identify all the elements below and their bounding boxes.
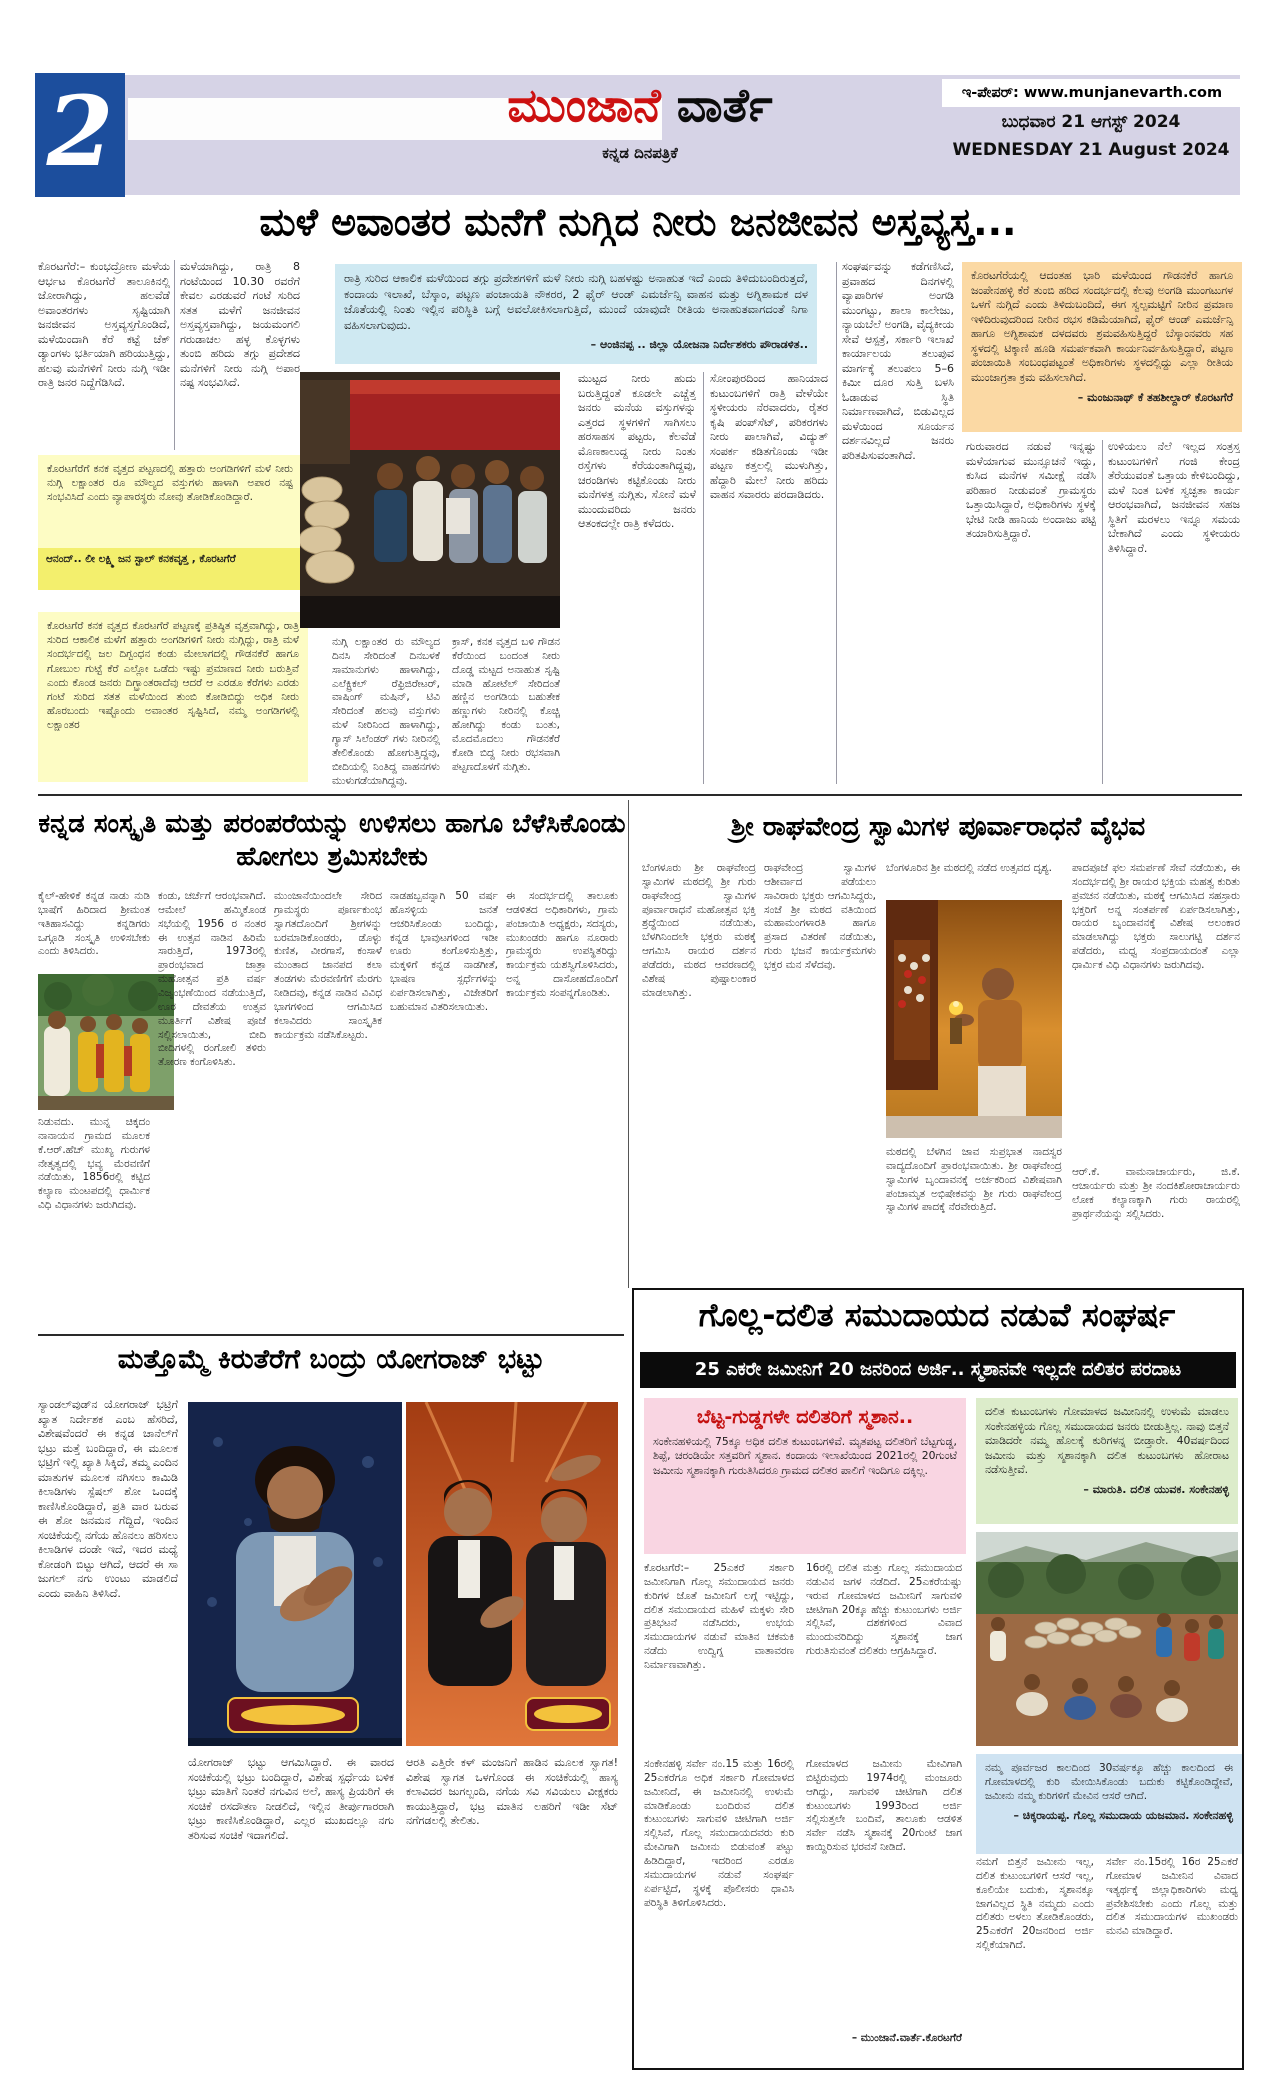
raghavendra-under-left: ಮಠದಲ್ಲಿ ಬೆಳಗಿನ ಜಾವ ಸುಪ್ರಭಾತ ನಾದಸ್ವರ ವಾದ್ಯದೊಂದಿಗೆ ಪ್ರಾರಂಭವಾಯಿತು. ಶ್ರೀ ರಾಘವೇಂದ್ರ ಸ್ವಾಮಿಗಳ ಬೃಂದಾವನಕ್ಕೆ ಅರ್ಚಕರಿಂದ ವಿಶೇಷವಾಗಿ ಪಂಚಾಮೃತ ಅಭಿಷೇಕವನ್ನು ಶ್ರೀ ಗುರು ರಾಘವೇಂದ್ರ ಸ್ವಾಮಿಗಳ ಪಾದಕ್ಕೆ ನೆರವೇರುತ್ತಿದೆ. (886, 1146, 1062, 1214)
lead-col-7: ಉಳಿಯಲು ನೆಲೆ ಇಲ್ಲದ ಸಂತ್ರಸ್ತ ಕುಟುಂಬಗಳಿಗೆ ಗಂಜಿ ಕೇಂದ್ರ ತೆರೆಯುವಂತೆ ಒತ್ತಾಯ ಕೇಳಿಬಂದಿದ್ದು, ಮಳೆ ನಿಂತ ಬಳಿಕ ಸ್ವಚ್ಛತಾ ಕಾರ್ಯ ಆರಂಭವಾಗಿದೆ, ಜನಜೀವನ ಸಹಜ ಸ್ಥಿತಿಗೆ ಮರಳಲು ಇನ್ನೂ ಸಮಯ ಬೇಕಾಗಿದೆ ಎಂದು ಸ್ಥಳೀಯರು ತಿಳಿಸಿದ್ದಾರೆ. (1108, 440, 1240, 555)
lead-col-2: ಮಳೆಯಾಗಿದ್ದು, ರಾತ್ರಿ 8 ಗಂಟೆಯಿಂದ 10.30 ರವರೆಗೆ ಕೇವಲ ಎರಡುವರೆ ಗಂಟೆ ಸುರಿದ ಸತತ ಮಳೆಗೆ ಜನಜೀವನ ಅಸ್ತವ್ಯಸ್ತವಾಗಿದ್ದು, ಜಯಮಂಗಲಿ ಗರುಡಾಚಲ ಹಳ್ಳ ಕೊಳ್ಳಗಳು ತುಂಬಿ ಹರಿದು ತಗ್ಗು ಪ್ರದೇಶದ ಮನೆಗಳಿಗೆ ನೀರು ನುಗ್ಗಿ ಅಪಾರ ನಷ್ಟ ಸಂಭವಿಸಿದೆ. (180, 260, 300, 390)
yogaraj-col-1: ಸ್ಯಾಂಡಲ್‌ವುಡ್‌ನ ಯೋಗರಾಜ್ ಭಟ್ರಿಗೆ ಖ್ಯಾತ ನಿರ್ದೇಶಕ ಎಂಬ ಹೆಸರಿದೆ, ವಿಶೇಷವೆಂದರೆ ಈ ಕನ್ನಡ ಚಾನೆಲ್‌ಗೆ ಭಟ್ರು ಮತ್ತೆ ಬಂದಿದ್ದಾರೆ, ಈ ಮೂಲಕ ಭಟ್ರಿಗೆ ಇಲ್ಲಿ ಖ್ಯಾತಿ ಸಿಕ್ಕಿದೆ, ತಮ್ಮ ಎಂದಿನ ಮಾತುಗಳ ಮೂಲಕ ನಗಿಸಲು ಕಾಮಿಡಿ ಕಿಲಾಡಿಗಳು ಸ್ಪೆಷಲ್ ಶೋ ಒಂದಕ್ಕೆ ಕಾಣಿಸಿಕೊಂಡಿದ್ದಾರೆ, ಪ್ರತಿ ವಾರ ಬರುವ ಈ ಶೋ ಜನಮನ ಗೆದ್ದಿದೆ, ಇಂದಿನ ಸಂಚಿಕೆಯಲ್ಲಿ ನಗೆಯ ಹೊನಲು ಹರಿಸಲು ಕಿಲಾಡಿಗಳ ದಂಡೇ ಇದೆ, ಇದರ ಮಧ್ಯೆ ಕೋಡಂಗಿ ಬಿಟ್ಟು ಆಗಿದೆ, ಆದರೆ ಈ ಸಾ ಜುಗಲ್ ನಗು ಉಂಟು ಮಾಡಲಿದೆ ಎಂದು ವಾಹಿನಿ ತಿಳಿಸಿದೆ. (38, 1398, 178, 1600)
lead-col-1: ಕೊರಟಗೆರೆ:– ಕುಂಭದ್ರೋಣ ಮಳೆಯ ಆರ್ಭಟ ಕೊರಟಗೆರೆ ತಾಲೂಕಿನಲ್ಲಿ ಜೋರಾಗಿದ್ದು, ಹಲವೆಡೆ ಅವಾಂತರಗಳು ಸೃಷ್ಟಿಯಾಗಿ ಜನಜೀವನ ಅಸ್ತವ್ಯಸ್ತಗೊಂಡಿದೆ, ಮಳೆಯಿಂದಾಗಿ ಕೆರೆ ಕಟ್ಟೆ ಚೆಕ್ ಡ್ಯಾಂಗಳು ಭರ್ತಿಯಾಗಿ ಹರಿಯುತ್ತಿದ್ದು, ಹಲವು ಮನೆಗಳಿಗೆ ನೀರು ನುಗ್ಗಿ ಇಡೀ ರಾತ್ರಿ ಜನರ ನಿದ್ದೆಗೆಡಿಸಿದೆ. (38, 260, 170, 390)
section-divider (38, 794, 1242, 796)
lead-orange-quote-sig: – ಮಂಜುನಾಥ್ ಕೆ ತಹಶೀಲ್ದಾರ್ ಕೊರಟಗೆರೆ (1077, 390, 1233, 404)
column-rule (703, 372, 704, 784)
tv-still-photo-left (188, 1402, 402, 1746)
lead-headline: ಮಳೆ ಅವಾಂತರ ಮನೆಗೆ ನುಗ್ಗಿದ ನೀರು ಜನಜೀವನ ಅಸ್ತವ್ಯಸ್ತ... (259, 200, 1017, 244)
golla-col-d: ಗೋಮಾಳದ ಜಮೀನು ಮೇವಿಗಾಗಿ ಬಿಟ್ಟಿರುವುದು 1974ರಲ್ಲಿ ಮಂಜೂರು ಆಗಿದ್ದು, ಸಾಗುವಳಿ ಚೀಟಿಗಾಗಿ ದಲಿತ ಕುಟುಂಬಗಳು 1993ರಿಂದ ಅರ್ಜಿ ಸಲ್ಲಿಸುತ್ತಲೇ ಬಂದಿವೆ, ತಾಲೂಕು ಆಡಳಿತ ಸರ್ವೇ ನಡೆಸಿ ಸ್ಮಶಾನಕ್ಕೆ 20ಗುಂಟೆ ಜಾಗ ಕಾಯ್ದಿರಿಸುವ ಭರವಸೆ ನೀಡಿದೆ. (806, 1758, 962, 1854)
culture-col-3: ಮುಂಜಾನೆಯಿಂದಲೇ ಸೇರಿದ ಗ್ರಾಮಸ್ಥರು ಪೂರ್ಣಕುಂಭ ಸ್ವಾಗತದೊಂದಿಗೆ ಶ್ರೀಗಳನ್ನು ಬರಮಾಡಿಕೊಂಡರು, ಡೊಳ್ಳು ಕುಣಿತ, ವೀರಗಾಸೆ, ಕಂಸಾಳೆ ಮುಂತಾದ ಜಾನಪದ ಕಲಾ ತಂಡಗಳು ಮೆರವಣಿಗೆಗೆ ಮೆರಗು ನೀಡಿದವು, ಕನ್ನಡ ನಾಡಿನ ವಿವಿಧ ಭಾಗಗಳಿಂದ ಆಗಮಿಸಿದ ಕಲಾವಿದರು ಸಾಂಸ್ಕೃತಿಕ ಕಾರ್ಯಕ್ರಮ ನಡೆಸಿಕೊಟ್ಟರು. (274, 890, 382, 1041)
epaper-url[interactable]: ಇ-ಪೇಪರ್: www.munjanevarth.com (942, 79, 1242, 107)
golla-col-a: ಕೊರಟಗೆರೆ:– 25ಎಕರೆ ಸರ್ಕಾರಿ ಜಮೀನಿಗಾಗಿ ಗೊಲ್ಲ ಸಮುದಾಯದ ಜನರು ಕುರಿಗಳ ಜೊತೆ ಜಮೀನಿಗೆ ಲಗ್ಗೆ ಇಟ್ಟಿದ್ದು, ದಲಿತ ಸಮುದಾಯದ ಮಹಿಳೆ ಮಕ್ಕಳು ಸೇರಿ ಪ್ರತಿಭಟನೆ ನಡೆಸಿದರು, ಉಭಯ ಸಮುದಾಯಗಳ ನಡುವೆ ಮಾತಿನ ಚಕಮಕಿ ನಡೆದು ಉದ್ವಿಗ್ನ ವಾತಾವರಣ ನಿರ್ಮಾಣವಾಗಿತ್ತು. (644, 1562, 794, 1672)
yogaraj-col-a: ಯೋಗರಾಜ್ ಭಟ್ಟು ಆಗಮಿಸಿದ್ದಾರೆ. ಈ ವಾರದ ಸಂಚಿಕೆಯಲ್ಲಿ ಭಟ್ರು ಬಂದಿದ್ದಾರೆ, ವಿಶೇಷ ಸ್ಪರ್ಧೆಯ ಬಳಿಕ ಭಟ್ರು ಮಾತಿಗೆ ನಿಂತರೆ ನಗುವಿನ ಅಲೆ, ಹಾಸ್ಯ ಪ್ರಿಯರಿಗೆ ಈ ಸಂಚಿಕೆ ರಸದೌತಣ ನೀಡಲಿದೆ, ಇಲ್ಲಿನ ತೀರ್ಪುಗಾರರಾಗಿ ಭಟ್ರು ಕಾಣಿಸಿಕೊಂಡಿದ್ದಾರೆ, ಎಲ್ಲರ ಮುಖದಲ್ಲೂ ನಗು ತರಿಸುವ ಸಂಚಿಕೆ ಇದಾಗಲಿದೆ. (188, 1756, 394, 1842)
flood-photo-graphic (300, 372, 560, 628)
procession-photo-graphic (38, 974, 174, 1110)
masthead-word-red: ಮುಂಜಾನೆ (507, 78, 661, 132)
date-english: WEDNESDAY 21 August 2024 (952, 140, 1230, 160)
tv-still-right-graphic (406, 1402, 618, 1746)
field-protest-photo (976, 1532, 1238, 1746)
culture-col-4: ನಾಡಹಬ್ಬವನ್ನಾಗಿ 50 ವರ್ಷ ಹೊಸಳ್ಳಿಯ ಜನತೆ ಆಚರಿಸಿಕೊಂಡು ಬಂದಿದ್ದು, ಕನ್ನಡ ಭಾವುಟಗಳಿಂದ ಇಡೀ ಊರು ಕಂಗೊಳಿಸುತ್ತಿತ್ತು, ಮಕ್ಕಳಿಗೆ ಕನ್ನಡ ನಾಡಗೀತೆ, ಭಾಷಣ ಸ್ಪರ್ಧೆಗಳನ್ನು ಏರ್ಪಡಿಸಲಾಗಿತ್ತು, ವಿಜೇತರಿಗೆ ಬಹುಮಾನ ವಿತರಿಸಲಾಯಿತು. (390, 890, 498, 1013)
golla-pink-box (644, 1398, 966, 1554)
raghavendra-col-2: ರಾಘವೇಂದ್ರ ಸ್ವಾಮಿಗಳ ಆಶೀರ್ವಾದ ಪಡೆಯಲು ಸಾವಿರಾರು ಭಕ್ತರು ಆಗಮಿಸಿದ್ದರು, ಸಂಜೆ ಶ್ರೀ ಮಠದ ವತಿಯಿಂದ ಮಹಾಮಂಗಳಾರತಿ ಹಾಗೂ ಪ್ರಸಾದ ವಿತರಣೆ ನಡೆಯಿತು, ಗುರು ಭಜನೆ ಕಾರ್ಯಕ್ರಮಗಳು ಭಕ್ತರ ಮನ ಸೆಳೆದವು. (764, 862, 876, 972)
culture-col-2: ಕಂಡು, ಚರ್ಚೆಗೆ ಆರಂಭವಾಗಿದೆ. ಆಮೇಲೆ ಹಮ್ಮಿಕೊಂಡ ಸಭೆಯಲ್ಲಿ 1956 ರ ನಂತರ ಈ ಉತ್ಸವ ನಾಡಿನ ಹಿರಿಮೆ ಸಾರುತ್ತಿದೆ, 1973ರಲ್ಲಿ ಪ್ರಾರಂಭವಾದ ಜಾತ್ರಾ ಮಹೋತ್ಸವ ಪ್ರತಿ ವರ್ಷ ವಿಜೃಂಭಣೆಯಿಂದ ನಡೆಯುತ್ತಿದೆ, ಊರ ದೇವತೆಯ ಉತ್ಸವ ಮೂರ್ತಿಗೆ ವಿಶೇಷ ಪೂಜೆ ಸಲ್ಲಿಸಲಾಯಿತು, ಬೀದಿ ಬೀದಿಗಳಲ್ಲಿ ರಂಗೋಲಿ ತಳಿರು ತೋರಣ ಕಂಗೊಳಿಸಿತು. (158, 890, 266, 1069)
lead-yellow-attribution: ಆನಂದ್.. ಲೀ ಲಕ್ಷ್ಮಿ ಜನ ಸ್ಟಾಲ್ ಕನಕವೃತ್ತ , ಕೊರಟಗೆರೆ (38, 548, 300, 590)
culture-headline: ಕನ್ನಡ ಸಂಸ್ಕೃತಿ ಮತ್ತು ಪರಂಪರೆಯನ್ನು ಉಳಿಸಲು ಹಾಗೂ ಬೆಳೆಸಿಕೊಂಡು ಹೋಗಲು ಶ್ರಮಿಸಬೇಕು (38, 809, 626, 872)
yogaraj-col-b: ಆರತಿ ಎತ್ತಿರೇ ಕಳ್ ಮಂಜನಿಗೆ ಹಾಡಿನ ಮೂಲಕ ಸ್ವಾಗತ! ವಿಶೇಷ ಸ್ವಾಗತ ಒಳಗೊಂಡ ಈ ಸಂಚಿಕೆಯಲ್ಲಿ ಹಾಸ್ಯ ಕಲಾವಿದರ ಜುಗಲ್ಬಂದಿ, ನಗೆಯ ಸವಿ ಸವಿಯಲು ವೀಕ್ಷಕರು ಕಾಯುತ್ತಿದ್ದಾರೆ, ಭಟ್ರ ಮಾತಿನ ಲಹರಿಗೆ ಇಡೀ ಸೆಟ್ ನಗೆಗಡಲಲ್ಲಿ ತೇಲಿತು. (406, 1756, 618, 1828)
lead-blue-quote-sig: – ಆಂಜಿನಪ್ಪ .. ಜಿಲ್ಲಾ ಯೋಜನಾ ನಿರ್ದೇಶಕರು ಪೌರಾಡಳಿತ.. (590, 338, 808, 352)
raghavendra-photo-intro: ಬೆಂಗಳೂರಿನ ಶ್ರೀ ಮಠದಲ್ಲಿ ನಡೆದ ಉತ್ಸವದ ದೃಶ್ಯ. (886, 862, 1052, 874)
golla-green-text: ದಲಿತ ಕುಟುಂಬಗಳು ಗೋಮಾಳದ ಜಮೀನಿನಲ್ಲಿ ಉಳುಮೆ ಮಾಡಲು ಸಂಕೇನಹಳ್ಳಿಯ ಗೊಲ್ಲ ಸಮುದಾಯದ ಜನರು ಬೀಡುತ್ತಿಲ್ಲ. ನಾವು ಬಿತ್ತನೆ ಮಾಡಿದರೇ ನಮ್ಮ ಹೊಲಕ್ಕೆ ಕುರಿಗಳನ್ನ ಬೀಡ್ತಾರೇ. 40ವರ್ಷದಿಂದ ಜಮೀನು ಮತ್ತು ಸ್ಮಶಾನಕ್ಕಾಗಿ ದಲಿತ ಕುಟುಂಬಗಳು ಹೋರಾಟ ನಡೆಸುತ್ತೀವೆ. (985, 1405, 1229, 1477)
golla-col-r1: ನಮಗೆ ಬಿತ್ತನೆ ಜಮೀನು ಇಲ್ಲ, ದಲಿತ ಕುಟುಂಬಗಳಿಗೆ ಆಸರೆ ಇಲ್ಲ, ಕೂಲಿಯೇ ಬದುಕು, ಸ್ಮಶಾನಕ್ಕೂ ಜಾಗವಿಲ್ಲದ ಸ್ಥಿತಿ ನಮ್ಮದು ಎಂದು ದಲಿತರು ಅಳಲು ತೋಡಿಕೊಂಡರು, 25ಎಕರೆಗೆ 20ಜನರಿಂದ ಅರ್ಜಿ ಸಲ್ಲಿಕೆಯಾಗಿದೆ. (976, 1856, 1094, 1952)
yogaraj-headline: ಮತ್ತೊಮ್ಮೆ ಕಿರುತೆರೆಗೆ ಬಂದ್ರು ಯೋಗರಾಜ್ ಭಟ್ಟು (117, 1344, 545, 1375)
lead-col-4: ಸೋಂಪುರದಿಂದ ಹಾನಿಯಾದ ಕುಟುಂಬಗಳಿಗೆ ರಾತ್ರಿ ವೇಳೆಯೇ ಸ್ಥಳೀಯರು ನೆರವಾದರು, ರೈತರ ಕೃಷಿ ಪಂಪ್‌ಸೆಟ್, ಪರಿಕರಗಳು ನೀರು ಪಾಲಾಗಿವೆ, ವಿದ್ಯುತ್ ಸಂಪರ್ಕ ಕಡಿತಗೊಂಡು ಇಡೀ ಪಟ್ಟಣ ಕತ್ತಲಲ್ಲಿ ಮುಳುಗಿತ್ತು, ಹೆದ್ದಾರಿ ಮೇಲೆ ನೀರು ಹರಿದು ವಾಹನ ಸವಾರರು ಪರದಾಡಿದರು. (710, 372, 828, 502)
golla-pink-text: ಸಂಕೇನಹಳಿಯಲ್ಲಿ 75ಕ್ಕೂ ಅಧಿಕ ದಲಿತ ಕುಟುಂಬಗಳಿವೆ. ಮೃತಪಟ್ಟ ದಲಿತರಿಗೆ ಬೆಟ್ಟಗುಡ್ಡ, ಶಿಪ್ಪೆ, ಚರಂಡಿಯೇ ಸತ್ತವರಿಗೆ ಸ್ಮಶಾನ. ಕಂದಾಯ ಇಲಾಖೆಯಿಂದ 2021ರಲ್ಲಿ 20ಗುಂಟೆ ಜಮೀನು ಸ್ಮಶಾನಕ್ಕಾಗಿ ಗುರುತಿಸಿದರೂ ಗ್ರಾಮದ ದಲಿತರ ಪಾಲಿಗೆ ಇಂದಿಗೂ ದಕ್ಕಿಲ್ಲ. (653, 1434, 957, 1477)
field-photo-graphic (976, 1532, 1238, 1746)
raghavendra-under-right: ಆರ್.ಕೆ. ವಾಮನಾಚಾರ್ಯರು, ಜಿ.ಕೆ. ಆಚಾರ್ಯರು ಮತ್ತು ಶ್ರೀ ನಂದಕಿಶೋರಾಚಾರ್ಯರು ಲೋಕ ಕಲ್ಯಾಣಕ್ಕಾಗಿ ಗುರು ರಾಯರಲ್ಲಿ ಪ್ರಾರ್ಥನೆಯನ್ನು ಸಲ್ಲಿಸಿದರು. (1072, 1166, 1240, 1220)
section-divider (38, 1334, 624, 1336)
culture-col-5: ಈ ಸಂದರ್ಭದಲ್ಲಿ ತಾಲೂಕು ಆಡಳಿತದ ಅಧಿಕಾರಿಗಳು, ಗ್ರಾಮ ಪಂಚಾಯಿತಿ ಅಧ್ಯಕ್ಷರು, ಸದಸ್ಯರು, ಮುಖಂಡರು ಹಾಗೂ ನೂರಾರು ಗ್ರಾಮಸ್ಥರು ಉಪಸ್ಥಿತರಿದ್ದು ಕಾರ್ಯಕ್ರಮ ಯಶಸ್ವಿಗೊಳಿಸಿದರು, ಅನ್ನ ದಾಸೋಹದೊಂದಿಗೆ ಕಾರ್ಯಕ್ರಮ ಸಂಪನ್ನಗೊಂಡಿತು. (506, 890, 618, 1000)
lead-orange-quote-box (962, 262, 1242, 432)
masthead-subtitle: ಕನ್ನಡ ದಿನಪತ್ರಿಕೆ (602, 144, 678, 162)
golla-subhead-bar: 25 ಎಕರೇ ಜಮೀನಿಗೆ 20 ಜನರಿಂದ ಅರ್ಜಿ.. ಸ್ಮಶಾನವೇ ಇಲ್ಲದೇ ದಲಿತರ ಪರದಾಟ (640, 1352, 1236, 1388)
article-divider-rule (628, 800, 629, 1288)
raghavendra-col-1: ಬೆಂಗಳೂರು ಶ್ರೀ ರಾಘವೇಂದ್ರ ಸ್ವಾಮಿಗಳ ಮಠದಲ್ಲಿ ಶ್ರೀ ಗುರು ರಾಘವೇಂದ್ರ ಸ್ವಾಮಿಗಳ ಪೂರ್ವಾರಾಧನೆ ಮಹೋತ್ಸವ ಭಕ್ತಿ ಶ್ರದ್ಧೆಯಿಂದ ನಡೆಯಿತು, ಬೆಳಗಿನಿಂದಲೇ ಭಕ್ತರು ಮಠಕ್ಕೆ ಆಗಮಿಸಿ ರಾಯರ ದರ್ಶನ ಪಡೆದರು, ಮಠದ ಆವರಣದಲ್ಲಿ ವಿಶೇಷ ಪುಷ್ಪಾಲಂಕಾರ ಮಾಡಲಾಗಿತ್ತು. (642, 862, 756, 999)
lead-yellow-note: ಕೊರಟಗೆರೆಗೆ ಕನಕ ವೃತ್ತದ ಪಟ್ಟಣದಲ್ಲಿ ಹತ್ತಾರು ಅಂಗಡಿಗಳಿಗೆ ಮಳೆ ನೀರು ನುಗ್ಗಿ ಲಕ್ಷಾಂತರ ರೂ ಮೌಲ್ಯದ ವಸ್ತುಗಳು ಹಾಳಾಗಿ ಅಪಾರ ನಷ್ಟ ಸಂಭವಿಸಿದೆ ಎಂದು ವ್ಯಾಪಾರಸ್ಥರು ನೋವು ತೋಡಿಕೊಂಡಿದ್ದಾರೆ. (38, 455, 302, 549)
masthead-word-black: ವಾರ್ತೆ (660, 78, 773, 132)
lead-under-photo-col-1: ನುಗ್ಗಿ ಲಕ್ಷಾಂತರ ರು ಮೌಲ್ಯದ ದಿನಸಿ ಸೇರಿದಂತೆ ದಿನಬಳಕೆ ಸಾಮಾನುಗಳು ಹಾಳಾಗಿದ್ದು, ಎಲೆಕ್ಟ್ರಿಕಲ್ ರೆಫ್ರಿಜಿರೇಟರ್, ವಾಷಿಂಗ್ ಮಷಿನ್, ಟಿವಿ ಸೇರಿದಂತೆ ಹಲವು ವಸ್ತುಗಳು ಮಳೆ ನೀರಿನಿಂದ ಹಾಳಾಗಿದ್ದು, ಗ್ಯಾಸ್ ಸಿಲೆಂಡರ್ ಗಳು ನೀರಿನಲ್ಲಿ ತೇಲಿಕೊಂಡು ಹೋಗುತ್ತಿದ್ದವು, ಬೀದಿಯಲ್ಲಿ ನಿಂತಿದ್ದ ವಾಹನಗಳು ಮುಳುಗಡೆಯಾಗಿದ್ದವು. (332, 636, 440, 787)
raghavendra-headline: ಶ್ರೀ ರಾಘವೇಂದ್ರ ಸ್ವಾಮಿಗಳ ಪೂರ್ವಾರಾಧನೆ ವೈಭವ (730, 812, 1146, 842)
golla-blue-box (976, 1754, 1242, 1854)
page-number: 2 (35, 73, 125, 197)
masthead (398, 80, 882, 131)
lead-orange-quote-text: ಕೊರಟಗೆರೆಯಲ್ಲಿ ಆದಂತಹ ಭಾರಿ ಮಳೆಯಿಂದ ಗೌಡನಕೆರೆ ಹಾಗೂ ಜಂಪೇನಹಳ್ಳಿ ಕೆರೆ ತುಂಬಿ ಹರಿದ ಸಂದರ್ಭದಲ್ಲಿ ಕೆಲವು ಅಂಗಡಿ ಮುಂಗಟುಗಳ ಒಳಗೆ ನುಗ್ಗಿದೆ ಎಂದು ತಿಳಿದುಬಂದಿದೆ, ಈಗ ಸ್ವಲ್ಪಮಟ್ಟಿಗೆ ನೀರಿನ ಪ್ರಮಾಣ ಇಳಿದಿರುವುದರಿಂದ ನೀರಿನ ರಭಸ ಕಡಿಮೆಯಾಗಿದೆ, ಫೈರ್ ಆಂಡ್ ಎಮರ್ಜೆನ್ಸಿ ಹಾಗೂ ಅಗ್ನಿಶಾಮಕ ದಳದವರು ಶ್ರಮವಹಿಸುತ್ತಿದ್ದರೆ ಬೆಸ್ಕಾಂನವರು ಸಹ ಸ್ಥಳದಲ್ಲಿ ಟಿಕ್ಕಾಣಿ ಹೂಡಿ ಸಮರ್ಪಕವಾಗಿ ಕಾರ್ಯನಿರ್ವಹಿಸುತ್ತಿದ್ದಾರೆ, ಪಟ್ಟಣ ಪಂಚಾಯಿತಿ ಸಂಬಂಧಪಟ್ಟಂತೆ ಅಧಿಕಾರಿಗಳು ಸ್ಥಳದಲ್ಲಿದ್ದು ಎಲ್ಲಾ ರೀತಿಯ ಮುಂಜಾಗ್ರತಾ ಕ್ರಮ ವಹಿಸಲಾಗಿದೆ. (971, 269, 1233, 384)
lead-col-3: ಮುಟ್ಟದ ನೀರು ಹುದು ಬರುತ್ತಿದ್ದಂತೆ ಕೂಡಲೇ ಎಚ್ಚೆತ್ತ ಜನರು ಮನೆಯ ವಸ್ತುಗಳನ್ನು ಎತ್ತರದ ಸ್ಥಳಗಳಿಗೆ ಸಾಗಿಸಲು ಹರಸಾಹಸ ಪಟ್ಟರು, ಕೆಲವೆಡೆ ಮೊಣಕಾಲುದ್ದ ನೀರು ನಿಂತು ರಸ್ತೆಗಳು ಕೆರೆಯಂತಾಗಿದ್ದವು, ಚರಂಡಿಗಳು ಕಟ್ಟಿಕೊಂಡು ನೀರು ಮನೆಗಳತ್ತ ನುಗ್ಗಿತು, ಸೋನೆ ಮಳೆ ಮುಂದುವರಿದು ಜನರು ಆತಂಕದಲ್ಲೇ ರಾತ್ರಿ ಕಳೆದರು. (578, 372, 696, 531)
golla-blue-sig: – ಚಿಕ್ಕರಾಯಪ್ಪ. ಗೊಲ್ಲ ಸಮುದಾಯ ಯಜಮಾನ. ಸಂಕೇನಹಳ್ಳಿ (1013, 1808, 1233, 1822)
golla-col-b: 16ರಲ್ಲಿ ದಲಿತ ಮತ್ತು ಗೊಲ್ಲ ಸಮುದಾಯದ ನಡುವಿನ ಜಗಳ ನಡೆದಿದೆ. 25ಎಕರೆಯಷ್ಟು ಇರುವ ಗೋಮಾಳದ ಜಮೀನಿಗೆ ಸಾಗುವಳಿ ಚೀಟಿಗಾಗಿ 20ಕ್ಕೂ ಹೆಚ್ಚು ಕುಟುಂಬಗಳು ಅರ್ಜಿ ಸಲ್ಲಿಸಿವೆ, ದಶಕಗಳಿಂದ ವಿವಾದ ಮುಂದುವರಿದಿದ್ದು ಸ್ಮಶಾನಕ್ಕೆ ಜಾಗ ಗುರುತಿಸುವಂತೆ ದಲಿತರು ಆಗ್ರಹಿಸಿದ್ದಾರೆ. (806, 1562, 962, 1658)
tv-still-left-graphic (188, 1402, 402, 1746)
column-rule (1102, 440, 1103, 784)
tv-still-photo-right (406, 1402, 618, 1746)
culture-col-1-bottom: ನಿಡುವದು. ಮುನ್ನ ಚಿಕ್ಕದಂ ನಾನಾಯನ ಗ್ರಾಮದ ಮೂಲಕ ಕೆ.ಆರ್.ಹೆಚ್ ಮುಖ್ಯ ಗುರುಗಳ ನೇತೃತ್ವದಲ್ಲಿ ಭವ್ಯ ಮೆರವಣಿಗೆ ನಡೆಯಿತು, 1856ರಲ್ಲಿ ಕಟ್ಟಿದ ಕಲ್ಯಾಣ ಮಂಟಪದಲ್ಲಿ ಧಾರ್ಮಿಕ ವಿಧಿ ವಿಧಾನಗಳು ಜರುಗಿದವು. (38, 1116, 150, 1212)
date-kannada: ಬುಧವಾರ 21 ಆಗಸ್ಟ್ 2024 (1001, 112, 1181, 132)
lead-col-5: ಸಂಘರ್ಷವನ್ನು ಕಡೆಗಣಿಸಿದೆ, ಪ್ರವಾಹದ ದಿನಗಳಲ್ಲಿ ವ್ಯಾಪಾರಿಗಳ ಅಂಗಡಿ ಮುಂಗಟ್ಟು, ಶಾಲಾ ಕಾಲೇಜು, ನ್ಯಾಯಬೆಲೆ ಅಂಗಡಿ, ವೈದ್ಯಕೀಯ ಸೇವೆ ಆಸ್ಪತ್ರೆ, ಸರ್ಕಾರಿ ಇಲಾಖೆ ಕಾರ್ಯಾಲಯ ತಲುಪುವ ಮಾರ್ಗಕ್ಕೆ ತಲುಪಲು 5–6 ಕಿಮೀ ದೂರ ಸುತ್ತಿ ಬಳಸಿ ಓಡಾಡುವ ಸ್ಥಿತಿ ನಿರ್ಮಾಣವಾಗಿದೆ, ಬಿಡುವಿಲ್ಲದ ಮಳೆಯಿಂದ ಸೂರ್ಯನ ದರ್ಶನವಿಲ್ಲದೆ ಜನರು ಪರಿತಪಿಸುವಂತಾಗಿದೆ. (842, 260, 954, 462)
flood-relief-photo (300, 372, 560, 628)
lead-blue-quote-text: ರಾತ್ರಿ ಸುರಿದ ಆಕಾಲಿಕ ಮಳೆಯಿಂದ ತಗ್ಗು ಪ್ರದೇಶಗಳಿಗೆ ಮಳೆ ನೀರು ನುಗ್ಗಿ ಬಹಳಷ್ಟು ಅನಾಹುತ ಇದೆ ಎಂದು ತಿಳಿದುಬಂದಿರುತ್ತದೆ, ಕಂದಾಯ ಇಲಾಖೆ, ಬೆಸ್ಕಾಂ, ಪಟ್ಟಣ ಪಂಚಾಯತಿ ನೌಕರರ, 2 ಫೈರ್ ಆಂಡ್ ಎಮರ್ಜೆನ್ಸಿ ವಾಹನ ಮತ್ತು ಅಗ್ನಿಶಾಮಕ ದಳ ಜೊತೆಯಲ್ಲಿ ನಿಂತು ಇಲ್ಲಿನ ಪರಿಸ್ಥಿತಿ ಬಗ್ಗೆ ಅವಲೋಕಿಸಲಾಗುತ್ತಿದೆ, ಮುಂದೆ ಯಾವುದೇ ರೀತಿಯ ಅನಾಹುತವಾಗದಂತೆ ನಿಗಾ ವಹಿಸಲಾಗುವುದು. (344, 271, 808, 332)
column-rule (174, 260, 175, 450)
golla-green-sig: – ಮಾರುತಿ. ದಲಿತ ಯುವಕ. ಸಂಕೇನಹಳ್ಳಿ (1083, 1482, 1229, 1496)
lead-blue-quote-box (335, 264, 817, 364)
golla-col-c: ಸಂಕೇನಹಳ್ಳಿ ಸರ್ವೇ ನಂ.15 ಮತ್ತು 16ರಲ್ಲಿ 25ಎಕರೆಗೂ ಅಧಿಕ ಸರ್ಕಾರಿ ಗೋಮಾಳದ ಜಮೀನಿದೆ, ಈ ಜಮೀನಿನಲ್ಲಿ ಉಳುಮೆ ಮಾಡಿಕೊಂಡು ಬಂದಿರುವ ದಲಿತ ಕುಟುಂಬಗಳು ಸಾಗುವಳಿ ಚೀಟಿಗಾಗಿ ಅರ್ಜಿ ಸಲ್ಲಿಸಿವೆ, ಗೊಲ್ಲ ಸಮುದಾಯದವರು ಕುರಿ ಮೇವಿಗಾಗಿ ಜಮೀನು ಬಿಡುವಂತೆ ಪಟ್ಟು ಹಿಡಿದಿದ್ದಾರೆ, ಇದರಿಂದ ಎರಡೂ ಸಮುದಾಯಗಳ ನಡುವೆ ಸಂಘರ್ಷ ಏರ್ಪಟ್ಟಿದೆ, ಸ್ಥಳಕ್ಕೆ ಪೊಲೀಸರು ಧಾವಿಸಿ ಪರಿಸ್ಥಿತಿ ತಿಳಿಗೊಳಿಸಿದರು. (644, 1758, 794, 1909)
raghavendra-col-right: ಪಾದಪೂಜೆ ಫಲ ಸಮರ್ಪಣೆ ಸೇವೆ ನಡೆಯಿತು, ಈ ಸಂದರ್ಭದಲ್ಲಿ ಶ್ರೀ ರಾಯರ ಭಕ್ತಿಯ ಮಹತ್ವ ಕುರಿತು ಪ್ರವಚನ ನಡೆಯಿತು, ಮಠಕ್ಕೆ ಆಗಮಿಸಿದ ಸಹಸ್ರಾರು ಭಕ್ತರಿಗೆ ಅನ್ನ ಸಂತರ್ಪಣೆ ಏರ್ಪಡಿಸಲಾಗಿತ್ತು, ರಾಯರ ಬೃಂದಾವನಕ್ಕೆ ವಿಶೇಷ ಅಲಂಕಾರ ಮಾಡಲಾಗಿದ್ದು ಭಕ್ತರು ಸಾಲುಗಟ್ಟಿ ದರ್ಶನ ಪಡೆದರು, ಮಧ್ವ ಸಂಪ್ರದಾಯದಂತೆ ಎಲ್ಲಾ ಧಾರ್ಮಿಕ ವಿಧಿ ವಿಧಾನಗಳು ಜರುಗಿದವು. (1072, 862, 1240, 972)
culture-col-1-top: ಕೈಲ್-ಹೇಳಿಕೆ ಕನ್ನಡ ನಾಡು ನುಡಿ ಭಾಷೆಗೆ ಹಿರಿದಾದ ಶ್ರೀಮಂತ ಇತಿಹಾಸವಿದ್ದು ಕನ್ನಡಿಗರು ಒಗ್ಗೂಡಿ ಸಂಸ್ಕೃತಿ ಉಳಿಸಬೇಕು ಎಂದು ತಿಳಿಸಿದರು. (38, 890, 150, 958)
temple-aarti-photo (886, 900, 1062, 1138)
golla-blue-text: ನಮ್ಮ ಪೂರ್ವಜರ ಕಾಲದಿಂದ 30ವರ್ಷಕ್ಕೂ ಹೆಚ್ಚು ಕಾಲದಿಂದ ಈ ಗೋಮಾಳದಲ್ಲಿ ಕುರಿ ಮೇಯಿಸಿಕೊಂಡು ಬದುಕು ಕಟ್ಟಿಕೊಂಡಿದ್ದೇವೆ, ಜಮೀನು ನಮ್ಮ ಕುರಿಗಳಿಗೆ ಮೇವಿನ ಆಸರೆ ಆಗಿದೆ. (985, 1762, 1233, 1803)
procession-photo (38, 974, 174, 1110)
golla-col-r2: ಸರ್ವೇ ನಂ.15ರಲ್ಲಿ 16ರ 25ಎಕರೆ ಗೋಮಾಳ ಜಮೀನಿನ ವಿವಾದ ಇತ್ಯರ್ಥಕ್ಕೆ ಜಿಲ್ಲಾಧಿಕಾರಿಗಳು ಮಧ್ಯ ಪ್ರವೇಶಿಸಬೇಕು ಎಂದು ಗೊಲ್ಲ ಮತ್ತು ದಲಿತ ಸಮುದಾಯಗಳ ಮುಖಂಡರು ಮನವಿ ಮಾಡಿದ್ದಾರೆ. (1106, 1856, 1238, 1938)
lead-yellow-quote-box: ಕೊರಟಗೆರೆ ಕನಕ ವೃತ್ತದ ಕೊರಟಗೆರೆ ಪಟ್ಟಣಕ್ಕೆ ಪ್ರತಿಷ್ಠಿತ ವೃತ್ತವಾಗಿದ್ದು, ರಾತ್ರಿ ಸುರಿದ ಆಕಾಲಿಕ ಮಳೆಗೆ ಹತ್ತಾರು ಅಂಗಡಿಗಳಿಗೆ ನೀರು ನುಗ್ಗಿದ್ದು, ರಾತ್ರಿ ಮಳೆ ಸಂದರ್ಭದಲ್ಲಿ ಜಲ ದಿಗ್ಬಂಧನ ಕಂಡು ಮೇಲಾಗದಲ್ಲಿ ಗೌಡನಕೆರೆ ಹಾಗೂ ಗೋಬುಲ ಗುಟ್ಟೆ ಕೆರೆ ಎಲ್ಲೋ ಒಡೆದು ಇಷ್ಟು ಪ್ರಮಾಣದ ನೀರು ಬರುತ್ತಿವೆ ಎಂದು ಕೊಂಡ ಜನರು ದಿಗ್ಭ್ರಾಂತರಾದೆವು ಆದರೆ ಆ ಎರಡೂ ಕೆರೆಗಳು ಎರಡು ಗಂಟೆ ಸುರಿದ ಸತತ ಮಳೆಯಿಂದ ತುಂಬಿ ಕೋಡಿಬಿದ್ದು ಅಧಿಕ ನೀರು ಹೊರಬಂದು ಇಷ್ಟೊಂದು ಅವಾಂತರ ಸೃಷ್ಟಿಸಿದೆ, ನಮ್ಮ ಅಂಗಡಿಗಳಲ್ಲಿ ಲಕ್ಷಾಂತರ (38, 612, 308, 782)
temple-photo-graphic (886, 900, 1062, 1138)
lead-col-6: ಗುರುವಾರದ ನಡುವೆ ಇನ್ನಷ್ಟು ಮಳೆಯಾಗುವ ಮುನ್ಸೂಚನೆ ಇದ್ದು, ಕುಸಿದ ಮನೆಗಳ ಸಮೀಕ್ಷೆ ನಡೆಸಿ ಪರಿಹಾರ ನೀಡುವಂತೆ ಗ್ರಾಮಸ್ಥರು ಒತ್ತಾಯಿಸಿದ್ದಾರೆ, ಅಧಿಕಾರಿಗಳು ಸ್ಥಳಕ್ಕೆ ಭೇಟಿ ನೀಡಿ ಹಾನಿಯ ಅಂದಾಜು ಪಟ್ಟಿ ತಯಾರಿಸುತ್ತಿದ್ದಾರೆ. (966, 440, 1096, 541)
golla-col-d-sig: – ಮುಂಜಾನೆ.ವಾರ್ತೆ.ಕೊರಟಗೆರೆ (851, 2032, 962, 2044)
golla-pink-title: ಬೆಟ್ಟ-ಗುಡ್ಡಗಳೇ ದಲಿತರಿಗೆ ಸ್ಮಶಾನ.. (696, 1406, 914, 1428)
lead-under-photo-col-2: ಕ್ರಾಸ್, ಕನಕ ವೃತ್ತದ ಬಳಿ ಗೌಡನ ಕೆರೆಯಿಂದ ಬಂದಂತ ನೀರು ದೊಡ್ಡ ಮಟ್ಟದ ಅನಾಹುತ ಸೃಷ್ಟಿ ಮಾಡಿ ಹೋಟೆಲ್ ಸೇರಿದಂತೆ ಹಣ್ಣಿನ ಅಂಗಡಿಯ ಬಹುತೇಕ ಹಣ್ಣುಗಳು ನೀರಿನಲ್ಲಿ ಕೊಚ್ಚಿ ಹೋಗಿದ್ದು ಕಂಡು ಬಂತು, ಮೊದಮೊದಲು ಗೌಡನಕೆರೆ ಕೋಡಿ ಬಿದ್ದ ನೀರು ರಭಸವಾಗಿ ಪಟ್ಟಣದೊಳಗೆ ನುಗ್ಗಿತು. (452, 636, 560, 773)
golla-green-box (976, 1398, 1238, 1524)
golla-headline: ಗೊಲ್ಲ-ದಲಿತ ಸಮುದಾಯದ ನಡುವೆ ಸಂಘರ್ಷ (698, 1296, 1176, 1334)
column-rule (836, 262, 837, 784)
